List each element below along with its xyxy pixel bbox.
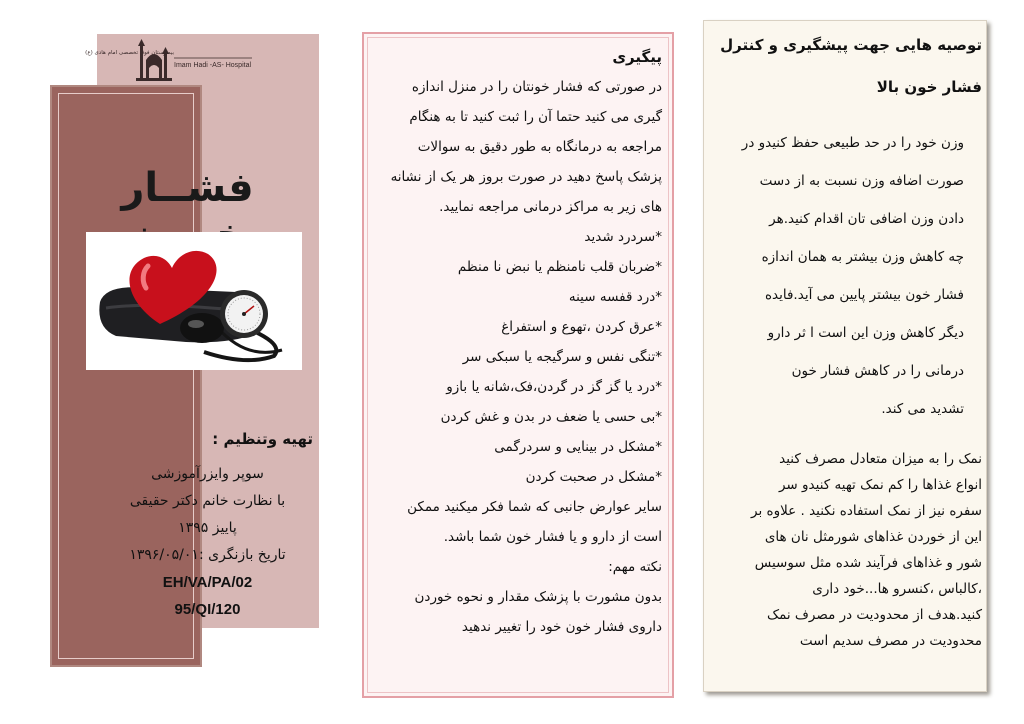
symptom-item: *سردرد شدید [584, 229, 662, 245]
text-line: وزن خود را در حد طبیعی حفظ کنیدو در [741, 135, 964, 151]
cover-title: فشــار [121, 165, 254, 211]
logo-text-en: Imam Hadi -AS- Hospital [174, 62, 252, 69]
text-line: مراجعه به درمانگاه به طور دقیق به سوالات [417, 139, 662, 155]
text-line: دیگر کاهش وزن این است ا ثر دارو [767, 325, 964, 341]
text-line: سایر عوارض جانبی که شما فکر میکنید ممکن [407, 499, 662, 515]
text-line: در صورتی که فشار خونتان را در منزل اندازه [411, 79, 662, 95]
follow-up-heading: پیگیری [612, 48, 662, 66]
symptom-item: *تنگی نفس و سرگیجه یا سبکی سر [462, 349, 662, 365]
symptom-item: *ضربان قلب نامنظم یا نبض نا منظم [457, 259, 662, 275]
text-line: سفره نیز از نمک استفاده نکنید . علاوه بر [751, 503, 982, 519]
text-line: تشدید می کند. [881, 401, 964, 417]
text-line: شور و غذاهای فرآیند شده مثل سوسیس [754, 555, 982, 571]
text-line: است از دارو و یا فشار خون شما باشد. [443, 529, 662, 545]
symptom-item: *درد یا گز گز در گردن،فک،شانه یا بازو [446, 379, 662, 395]
heart-blood-pressure-image [86, 232, 302, 370]
logo-text-fa: بیمارستان فوق تخصصی امام هادی (ع) [85, 50, 174, 56]
symptom-item: *درد قفسه سینه [568, 289, 662, 305]
text-line: کنید.هدف از محدودیت در مصرف نمک [766, 607, 982, 623]
prevention-text [712, 24, 982, 654]
text-line: داروی فشار خون خود را تغییر ندهید [461, 619, 662, 635]
symptom-item: *مشکل در صحبت کردن [525, 469, 662, 485]
text-line: بدون مشورت با پزشک مقدار و نحوه خوردن [414, 589, 662, 605]
text-line: چه کاهش وزن بیشتر به همان اندازه [761, 249, 964, 265]
prepared-line: سوپر وایزرآموزشی [151, 466, 264, 482]
text-line: دادن وزن اضافی تان اقدام کنید.هر [769, 211, 964, 227]
hospital-logo [85, 38, 260, 86]
text-line: انواع غذاها را کم نمک تهیه کنیدو سر [778, 477, 982, 493]
prepared-line: پاییز ۱۳۹۵ [178, 520, 237, 536]
text-line: ،کالباس ،کنسرو ها...خود داری [812, 581, 982, 597]
symptom-item: *مشکل در بینایی و سردرگمی [494, 439, 662, 455]
text-line: این از خوردن غذاهای شورمثل نان های [764, 529, 982, 545]
document-code: EH/VA/PA/02 [162, 574, 253, 591]
text-line: درمانی را در کاهش فشار خون [791, 363, 964, 379]
mosque-logo-icon [85, 38, 260, 86]
important-note-label: نکته مهم: [608, 559, 662, 575]
text-line: نمک را به میزان متعادل مصرف کنید [779, 451, 982, 467]
prevention-title: فشار خون بالا [876, 78, 982, 96]
prepared-heading: تهیه وتنظیم : [212, 430, 313, 448]
heart-with-blood-pressure-gauge-icon [86, 232, 302, 370]
text-line: های زیر به مراکز درمانی مراجعه نمایید. [439, 199, 662, 215]
symptom-item: *عرق کردن ،تهوع و استفراغ [501, 319, 662, 335]
revision-date: تاریخ بازنگری :۱۳۹۶/۰۵/۰۱ [129, 547, 286, 563]
text-line: فشار خون بیشتر پایین می آید.فایده [764, 287, 964, 303]
prepared-by-block [100, 426, 315, 623]
text-line: پزشک پاسخ دهید در صورت بروز هر یک از نشانه [390, 169, 662, 185]
prevention-title: توصیه هایی جهت پیشگیری و کنترل [720, 36, 982, 54]
symptom-item: *بی حسی یا ضعف در بدن و غش کردن [440, 409, 662, 425]
text-line: محدودیت در مصرف سدیم است [799, 633, 982, 649]
document-code: 95/QI/120 [174, 601, 241, 618]
text-line: گیری می کنید حتما آن را ثبت کنید تا به هنگام [409, 109, 662, 125]
text-line: صورت اضافه وزن نسبت به از دست [759, 173, 964, 189]
prepared-line: با نظارت خانم دکتر حقیقی [129, 493, 286, 509]
follow-up-text [376, 42, 662, 642]
